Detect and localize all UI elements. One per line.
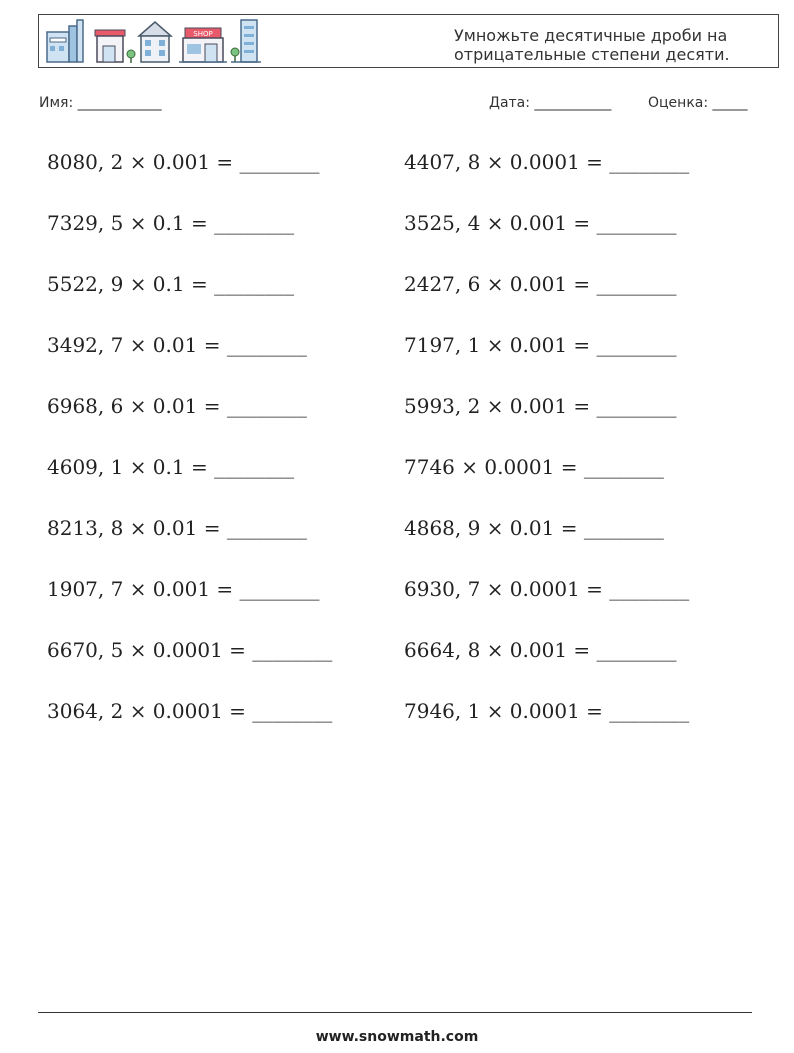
problem-right-6[interactable]: 7746 × 0.0001 = ________: [404, 455, 664, 479]
problem-right-10[interactable]: 7946, 1 × 0.0001 = ________: [404, 699, 690, 723]
grade-field[interactable]: Оценка: _____: [648, 95, 748, 111]
problem-right-3[interactable]: 2427, 6 × 0.001 = ________: [404, 272, 677, 296]
problem-right-9[interactable]: 6664, 8 × 0.001 = ________: [404, 638, 677, 662]
problem-right-7[interactable]: 4868, 9 × 0.01 = ________: [404, 516, 664, 540]
city-buildings-icon: [45, 18, 263, 64]
problem-left-2[interactable]: 7329, 5 × 0.1 = ________: [47, 211, 295, 235]
problem-right-4[interactable]: 7197, 1 × 0.001 = ________: [404, 333, 677, 357]
title-line-2: отрицательные степени десяти.: [454, 45, 730, 64]
shop-sign: SHOP: [193, 30, 213, 38]
problem-right-2[interactable]: 3525, 4 × 0.001 = ________: [404, 211, 677, 235]
problem-left-1[interactable]: 8080, 2 × 0.001 = ________: [47, 150, 320, 174]
problem-left-8[interactable]: 1907, 7 × 0.001 = ________: [47, 577, 320, 601]
worksheet-title: [454, 26, 769, 64]
footer-divider: [38, 1012, 752, 1013]
problem-left-6[interactable]: 4609, 1 × 0.1 = ________: [47, 455, 295, 479]
problem-right-5[interactable]: 5993, 2 × 0.001 = ________: [404, 394, 677, 418]
worksheet-header: [38, 14, 779, 68]
problem-left-7[interactable]: 8213, 8 × 0.01 = ________: [47, 516, 307, 540]
title-line-1: Умножьте десятичные дроби на: [454, 26, 728, 45]
problem-left-5[interactable]: 6968, 6 × 0.01 = ________: [47, 394, 307, 418]
problem-left-10[interactable]: 3064, 2 × 0.0001 = ________: [47, 699, 333, 723]
problem-left-9[interactable]: 6670, 5 × 0.0001 = ________: [47, 638, 333, 662]
problem-right-8[interactable]: 6930, 7 × 0.0001 = ________: [404, 577, 690, 601]
problem-right-1[interactable]: 4407, 8 × 0.0001 = ________: [404, 150, 690, 174]
name-field[interactable]: Имя: ____________: [39, 95, 162, 111]
date-field[interactable]: Дата: ___________: [489, 95, 612, 111]
problem-left-4[interactable]: 3492, 7 × 0.01 = ________: [47, 333, 307, 357]
footer-url[interactable]: www.snowmath.com: [315, 1029, 479, 1045]
problem-left-3[interactable]: 5522, 9 × 0.1 = ________: [47, 272, 295, 296]
